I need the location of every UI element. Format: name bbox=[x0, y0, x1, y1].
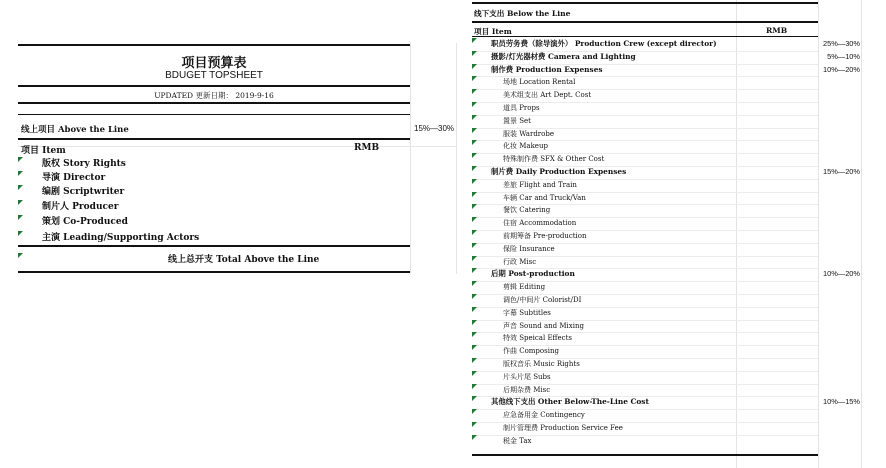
comment-marker-icon bbox=[18, 171, 23, 176]
topsheet-right bbox=[472, 0, 886, 468]
budget-category-row[interactable] bbox=[472, 38, 860, 52]
budget-subitem-row[interactable] bbox=[472, 435, 818, 448]
budget-category-row[interactable] bbox=[472, 166, 860, 180]
divider bbox=[472, 36, 818, 37]
col-item-header: 项目 Item bbox=[474, 27, 512, 36]
row-label: 声音 Sound and Mixing bbox=[503, 321, 584, 330]
comment-marker-icon bbox=[472, 217, 477, 222]
col-rmb-header: RMB bbox=[766, 26, 788, 35]
row-label: 税金 Tax bbox=[503, 436, 532, 445]
col-rmb-header: RMB bbox=[354, 143, 380, 153]
divider bbox=[18, 85, 410, 87]
comment-marker-icon bbox=[472, 140, 477, 145]
comment-marker-icon bbox=[472, 396, 477, 401]
comment-marker-icon bbox=[472, 422, 477, 427]
top-border bbox=[472, 2, 818, 4]
row-label: 其他线下支出 Other Below-The-Line Cost bbox=[491, 397, 649, 407]
comment-marker-icon bbox=[472, 128, 477, 133]
row-label: 置景 Set bbox=[503, 116, 531, 125]
row-label: 版权音乐 Music Rights bbox=[503, 360, 580, 368]
row-label: 住宿 Accommodation bbox=[503, 219, 577, 228]
row-label: 摄影/灯光器材费 Camera and Lighting bbox=[491, 51, 636, 61]
row-label: 片头片尾 Subs bbox=[503, 372, 551, 381]
comment-marker-icon bbox=[472, 89, 477, 94]
comment-marker-icon bbox=[472, 281, 477, 286]
comment-marker-icon bbox=[472, 64, 477, 69]
above-line-header[interactable]: 线上项目 Above the Line bbox=[21, 125, 129, 135]
row-label: 制片管理费 Production Service Fee bbox=[503, 424, 623, 432]
budget-subitem-row[interactable] bbox=[472, 128, 818, 142]
comment-marker-icon bbox=[472, 102, 477, 107]
budget-subitem-row[interactable] bbox=[472, 371, 818, 385]
budget-subitem-row[interactable] bbox=[472, 307, 818, 321]
row-label: 道具 Props bbox=[503, 104, 540, 112]
budget-subitem-row[interactable] bbox=[472, 332, 818, 346]
row-label: 应急备用金 Contingency bbox=[503, 411, 585, 420]
budget-subitem-row[interactable] bbox=[472, 230, 818, 244]
row-label: 车辆 Car and Truck/Van bbox=[503, 193, 586, 202]
budget-row-co-produced[interactable]: 策划 Co-Produced bbox=[18, 215, 410, 229]
budget-category-row[interactable] bbox=[472, 51, 860, 65]
top-border bbox=[18, 44, 410, 46]
comment-marker-icon bbox=[472, 307, 477, 312]
budget-subitem-row[interactable] bbox=[472, 140, 818, 154]
row-percent[interactable]: 10%—15% bbox=[823, 397, 860, 407]
budget-subitem-row[interactable] bbox=[472, 358, 818, 372]
below-line-header[interactable]: 线下支出 Below the Line bbox=[474, 9, 571, 18]
comment-marker-icon bbox=[472, 230, 477, 235]
budget-subitem-row[interactable] bbox=[472, 345, 818, 359]
topsheet-left bbox=[18, 43, 456, 274]
comment-marker-icon bbox=[472, 192, 477, 197]
budget-category-row[interactable] bbox=[472, 396, 860, 410]
comment-marker-icon bbox=[472, 371, 477, 376]
row-label: 制作费 Production Expenses bbox=[491, 64, 603, 74]
comment-marker-icon bbox=[472, 204, 477, 209]
row-label: 作曲 Composing bbox=[503, 347, 559, 356]
row-percent[interactable]: 5%—10% bbox=[827, 51, 860, 61]
sheet-subtitle: BDUGET TOPSHEET bbox=[165, 70, 263, 81]
budget-subitem-row[interactable] bbox=[472, 243, 818, 257]
row-percent[interactable]: 25%—30% bbox=[823, 39, 860, 48]
comment-marker-icon bbox=[472, 320, 477, 325]
budget-subitem-row[interactable] bbox=[472, 281, 818, 295]
comment-marker-icon bbox=[472, 345, 477, 350]
comment-marker-icon bbox=[18, 185, 23, 190]
divider bbox=[472, 21, 818, 23]
comment-marker-icon bbox=[472, 179, 477, 184]
budget-row-director[interactable]: 导演 Director bbox=[18, 171, 410, 185]
comment-marker-icon bbox=[18, 215, 23, 220]
budget-subitem-row[interactable] bbox=[472, 179, 818, 193]
budget-subitem-row[interactable] bbox=[472, 294, 818, 308]
row-label: 调色/中间片 Colorist/DI bbox=[503, 296, 582, 304]
comment-marker-icon bbox=[18, 231, 23, 236]
comment-marker-icon bbox=[472, 243, 477, 248]
row-label: 后期杂费 Misc bbox=[503, 385, 551, 394]
above-line-percent[interactable]: 15%—30% bbox=[414, 124, 455, 133]
row-percent[interactable]: 10%—20% bbox=[823, 64, 860, 74]
comment-marker-icon bbox=[472, 268, 477, 273]
row-label: 特殊制作费 SFX & Other Cost bbox=[503, 155, 605, 164]
col-item-header: 项目 Item bbox=[21, 146, 66, 156]
budget-category-row[interactable] bbox=[472, 64, 860, 78]
comment-marker-icon bbox=[472, 51, 477, 56]
comment-marker-icon bbox=[472, 358, 477, 363]
divider bbox=[18, 138, 410, 140]
row-label: 场地 Location Rental bbox=[503, 78, 576, 87]
divider bbox=[18, 245, 410, 247]
comment-marker-icon bbox=[18, 157, 23, 162]
grid-line bbox=[410, 43, 411, 274]
row-label: 餐饮 Catering bbox=[503, 206, 551, 215]
row-percent[interactable]: 15%—20% bbox=[823, 167, 860, 176]
budget-subitem-row[interactable] bbox=[472, 204, 818, 218]
budget-subitem-row[interactable] bbox=[472, 89, 818, 103]
row-label: 保险 Insurance bbox=[503, 244, 555, 253]
row-label: 剪辑 Editing bbox=[503, 283, 546, 292]
bottom-border bbox=[18, 271, 410, 273]
budget-row-producer[interactable]: 制片人 Producer bbox=[18, 200, 410, 214]
row-label: 后期 Post-production bbox=[491, 269, 575, 279]
budget-subitem-row[interactable] bbox=[472, 384, 818, 398]
row-label: 制片费 Daily Production Expenses bbox=[491, 167, 627, 176]
grid-line bbox=[861, 0, 862, 468]
row-label: 行政 Misc bbox=[503, 257, 537, 266]
row-percent[interactable]: 10%—20% bbox=[823, 269, 860, 279]
comment-marker-icon bbox=[472, 294, 477, 299]
comment-marker-icon bbox=[472, 38, 477, 43]
budget-subitem-row[interactable] bbox=[472, 422, 818, 436]
row-label: 化妆 Makeup bbox=[503, 142, 548, 151]
bottom-border bbox=[472, 454, 818, 456]
budget-row-scriptwriter[interactable]: 编剧 Scriptwriter bbox=[18, 185, 410, 199]
budget-row-story-rights[interactable]: 版权 Story Rights bbox=[18, 157, 410, 171]
comment-marker-icon bbox=[472, 435, 477, 440]
total-above-line-row[interactable]: 线上总开支 Total Above the Line bbox=[18, 253, 410, 267]
comment-marker-icon bbox=[472, 166, 477, 171]
comment-marker-icon bbox=[18, 253, 23, 258]
budget-subitem-row[interactable] bbox=[472, 320, 818, 334]
budget-subitem-row[interactable] bbox=[472, 76, 818, 90]
budget-subitem-row[interactable] bbox=[472, 115, 818, 129]
comment-marker-icon bbox=[472, 153, 477, 158]
row-label: 特效 Speical Effects bbox=[503, 334, 572, 343]
comment-marker-icon bbox=[472, 76, 477, 81]
sheet-title: 项目预算表 bbox=[181, 56, 247, 71]
divider bbox=[18, 114, 410, 115]
row-label: 职员劳务费（除导演外） Production Crew (except director) bbox=[491, 39, 717, 48]
budget-subitem-row[interactable] bbox=[472, 217, 818, 231]
updated-date: UPDATED 更新日期： 2019-9-16 bbox=[154, 91, 274, 100]
budget-subitem-row[interactable] bbox=[472, 153, 818, 167]
row-label: 字幕 Subtitles bbox=[503, 308, 551, 317]
comment-marker-icon bbox=[472, 409, 477, 414]
budget-subitem-row[interactable] bbox=[472, 102, 818, 116]
row-label: 美术组支出 Art Dept. Cost bbox=[503, 91, 592, 100]
comment-marker-icon bbox=[472, 332, 477, 337]
comment-marker-icon bbox=[472, 115, 477, 120]
budget-row-actors[interactable]: 主演 Leading/Supporting Actors bbox=[18, 231, 410, 245]
row-label: 服装 Wardrobe bbox=[503, 129, 554, 138]
divider bbox=[18, 102, 410, 104]
budget-subitem-row[interactable] bbox=[472, 409, 818, 423]
comment-marker-icon bbox=[472, 384, 477, 389]
budget-category-row[interactable] bbox=[472, 268, 860, 282]
grid-line bbox=[18, 146, 456, 147]
row-label: 差旅 Flight and Train bbox=[503, 180, 577, 189]
budget-subitem-row[interactable] bbox=[472, 192, 818, 206]
row-label: 前期筹备 Pre-production bbox=[503, 232, 587, 240]
comment-marker-icon bbox=[472, 256, 477, 261]
comment-marker-icon bbox=[18, 200, 23, 205]
budget-subitem-row[interactable] bbox=[472, 256, 818, 270]
grid-line bbox=[456, 43, 457, 274]
